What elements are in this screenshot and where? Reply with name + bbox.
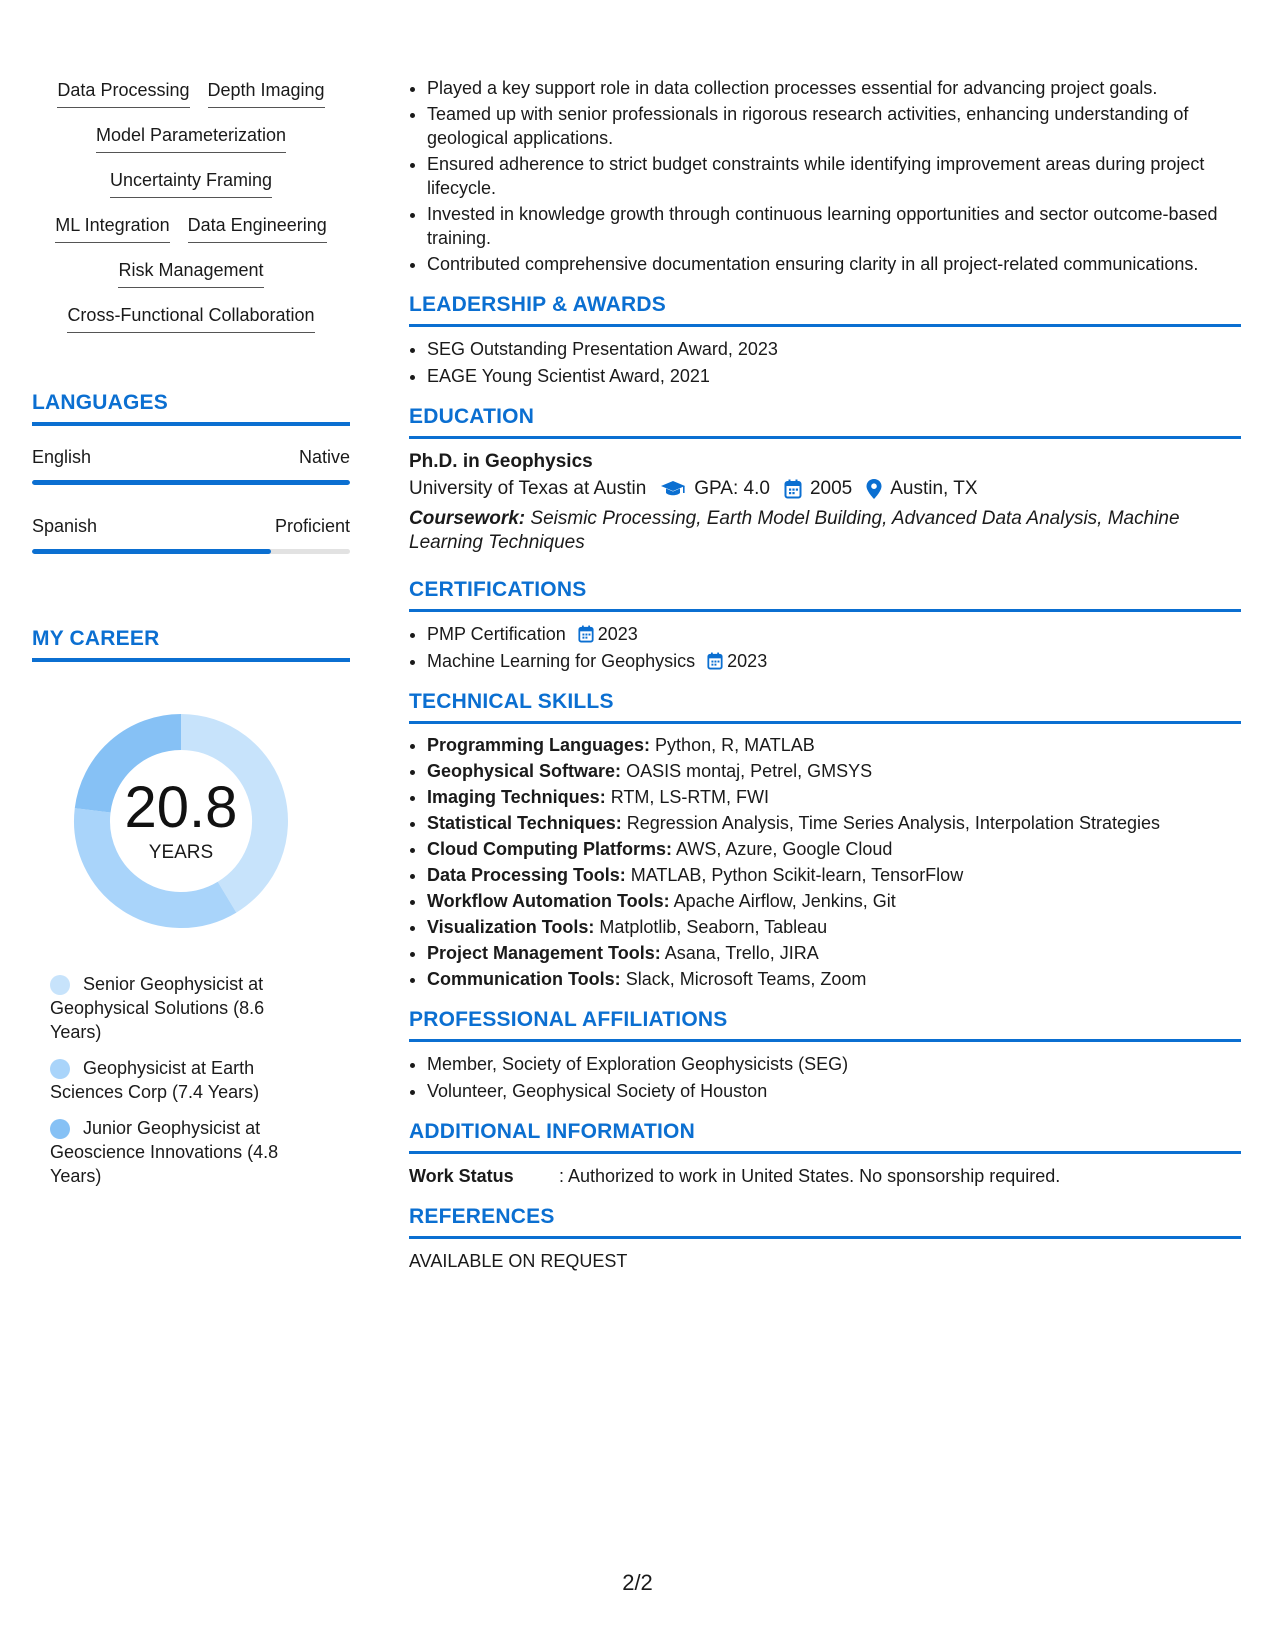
language-name: Spanish [32,516,98,536]
skill-tag: Data Engineering [188,213,327,243]
skill-row [32,168,350,213]
skill-item [427,864,1241,887]
skill-value: Apache Airflow, Jenkins, Git [673,891,896,911]
skill-tag: Uncertainty Framing [110,168,272,198]
legend-dot [50,1119,70,1139]
language-level: Proficient [274,516,350,536]
career-label: Junior Geophysicist at Geoscience Innovations (4.8 Years) [50,1118,279,1186]
cert-name: • PMP Certification [427,624,566,644]
experience-bullet: • Invested in knowledge growth through continuous learning opportunities and sector outcome-based training. [427,202,1241,250]
degree: Ph.D. in Geophysics [409,451,593,472]
language-bar [32,480,350,485]
skill-value: Python, R, MATLAB [655,735,815,755]
calendar-icon [578,625,594,643]
skill-item [427,812,1241,835]
languages-title: LANGUAGES [32,390,350,426]
skill-row [32,303,350,348]
certifications-list [409,622,1241,673]
skill-item [427,786,1241,809]
career-unit: YEARS [148,842,214,863]
skill-value: AWS, Azure, Google Cloud [676,839,893,859]
skill-value: Asana, Trello, JIRA [664,943,819,963]
affiliations-list [409,1052,1241,1103]
graduation-cap-icon [660,480,686,498]
award-item: • SEG Outstanding Presentation Award, 2023 [427,337,1241,361]
certifications-title: CERTIFICATIONS [409,577,1241,612]
career-legend-item [50,972,290,1044]
work-status-value: : Authorized to work in United States. No sponsorship required. [559,1166,1061,1186]
left-column [32,78,350,1200]
career-title: MY CAREER [32,626,350,662]
language-english [32,446,350,485]
language-name: English [32,447,92,467]
location: Austin, TX [890,478,978,499]
legend-dot [50,975,70,995]
skill-item [427,916,1241,939]
skill-row [32,213,350,258]
skill-value: MATLAB, Python Scikit-learn, TensorFlow [630,865,964,885]
school: University of Texas at Austin [409,478,647,499]
page-number: 2/2 [622,1570,653,1595]
career-donut [66,706,296,936]
experience-bullets [409,76,1241,276]
skill-row [32,78,350,123]
affiliation-item: • Volunteer, Geophysical Society of Houston [427,1079,1241,1103]
certification-item [427,622,1241,646]
career-total: 20.8 [124,775,238,840]
skill-key: Cloud Computing Platforms: [427,839,672,859]
language-bar-fill [32,480,350,485]
certification-item [427,649,1241,673]
skills-tags [32,78,350,348]
skill-item [427,942,1241,965]
career-legend-item [50,1116,290,1188]
skill-value: Slack, Microsoft Teams, Zoom [625,969,867,989]
skill-item [427,968,1241,991]
education-title: EDUCATION [409,404,1241,439]
grad-year: 2005 [809,478,853,499]
skill-item [427,838,1241,861]
experience-bullet: • Ensured adherence to strict budget constraints while identifying improvement areas during project lifecycle. [427,152,1241,200]
skill-value: RTM, LS-RTM, FWI [610,787,770,807]
coursework [409,507,1241,555]
skill-item [427,890,1241,913]
skill-key: Communication Tools: [427,969,621,989]
cert-year: 2023 [727,651,768,671]
additional-info-title: ADDITIONAL INFORMATION [409,1119,1241,1154]
affiliation-item: • Member, Society of Exploration Geophysicists (SEG) [427,1052,1241,1076]
skill-key: Geophysical Software: [427,761,622,781]
cert-year: 2023 [597,624,638,644]
calendar-icon [707,652,723,670]
skill-tag: ML Integration [55,213,169,243]
experience-bullet: • Teamed up with senior professionals in rigorous research activities, enhancing understanding of geological applications. [427,102,1241,150]
skill-value: OASIS montaj, Petrel, GMSYS [626,761,873,781]
skill-row [32,123,350,168]
awards-title: LEADERSHIP & AWARDS [409,292,1241,327]
coursework-label: Coursework: [409,508,526,529]
skill-key: Workflow Automation Tools: [427,891,670,911]
career-legend-item [50,1056,290,1104]
references-text: AVAILABLE ON REQUEST [409,1251,628,1271]
skill-key: Programming Languages: [427,735,651,755]
work-status [409,1164,1241,1188]
calendar-icon [784,479,802,499]
technical-skills-list [409,734,1241,991]
coursework-text: Seismic Processing, Earth Model Building, Advanced Data Analysis, Machine Learning Techniques [409,508,1180,553]
language-bar [32,549,350,554]
cert-name: • Machine Learning for Geophysics [427,651,696,671]
skill-key: Visualization Tools: [427,917,595,937]
skill-tag: Depth Imaging [208,78,325,108]
career-label: Senior Geophysicist at Geophysical Solutions (8.6 Years) [50,974,265,1042]
work-status-label: Work Status [409,1166,514,1186]
education-details [409,475,1241,503]
language-bar-fill [32,549,271,554]
affiliations-title: PROFESSIONAL AFFILIATIONS [409,1007,1241,1042]
skill-key: Data Processing Tools: [427,865,626,885]
language-level: Native [298,447,350,467]
experience-bullet: • Played a key support role in data collection processes essential for advancing project goals. [427,76,1241,100]
experience-bullet: • Contributed comprehensive documentation ensuring clarity in all project-related communications. [427,252,1241,276]
skill-key: Imaging Techniques: [427,787,606,807]
skill-tag: Cross-Functional Collaboration [67,303,314,333]
skill-value: Matplotlib, Seaborn, Tableau [599,917,828,937]
technical-skills-title: TECHNICAL SKILLS [409,689,1241,724]
skill-key: Project Management Tools: [427,943,661,963]
skill-tag: Data Processing [57,78,189,108]
career-label: Geophysicist at Earth Sciences Corp (7.4 Years) [50,1058,260,1102]
right-column [409,78,1241,1273]
skill-key: Statistical Techniques: [427,813,622,833]
skill-value: Regression Analysis, Time Series Analysis, Interpolation Strategies [626,813,1160,833]
award-item: • EAGE Young Scientist Award, 2021 [427,364,1241,388]
skill-tag: Risk Management [118,258,263,288]
awards-list [409,337,1241,388]
skill-tag: Model Parameterization [96,123,286,153]
legend-dot [50,1059,70,1079]
gpa: GPA: 4.0 [694,478,770,499]
language-spanish [32,515,350,554]
references-title: REFERENCES [409,1204,1241,1239]
location-pin-icon [866,479,882,499]
skill-item [427,760,1241,783]
career-legend [50,972,290,1188]
skill-item [427,734,1241,757]
skill-row [32,258,350,303]
